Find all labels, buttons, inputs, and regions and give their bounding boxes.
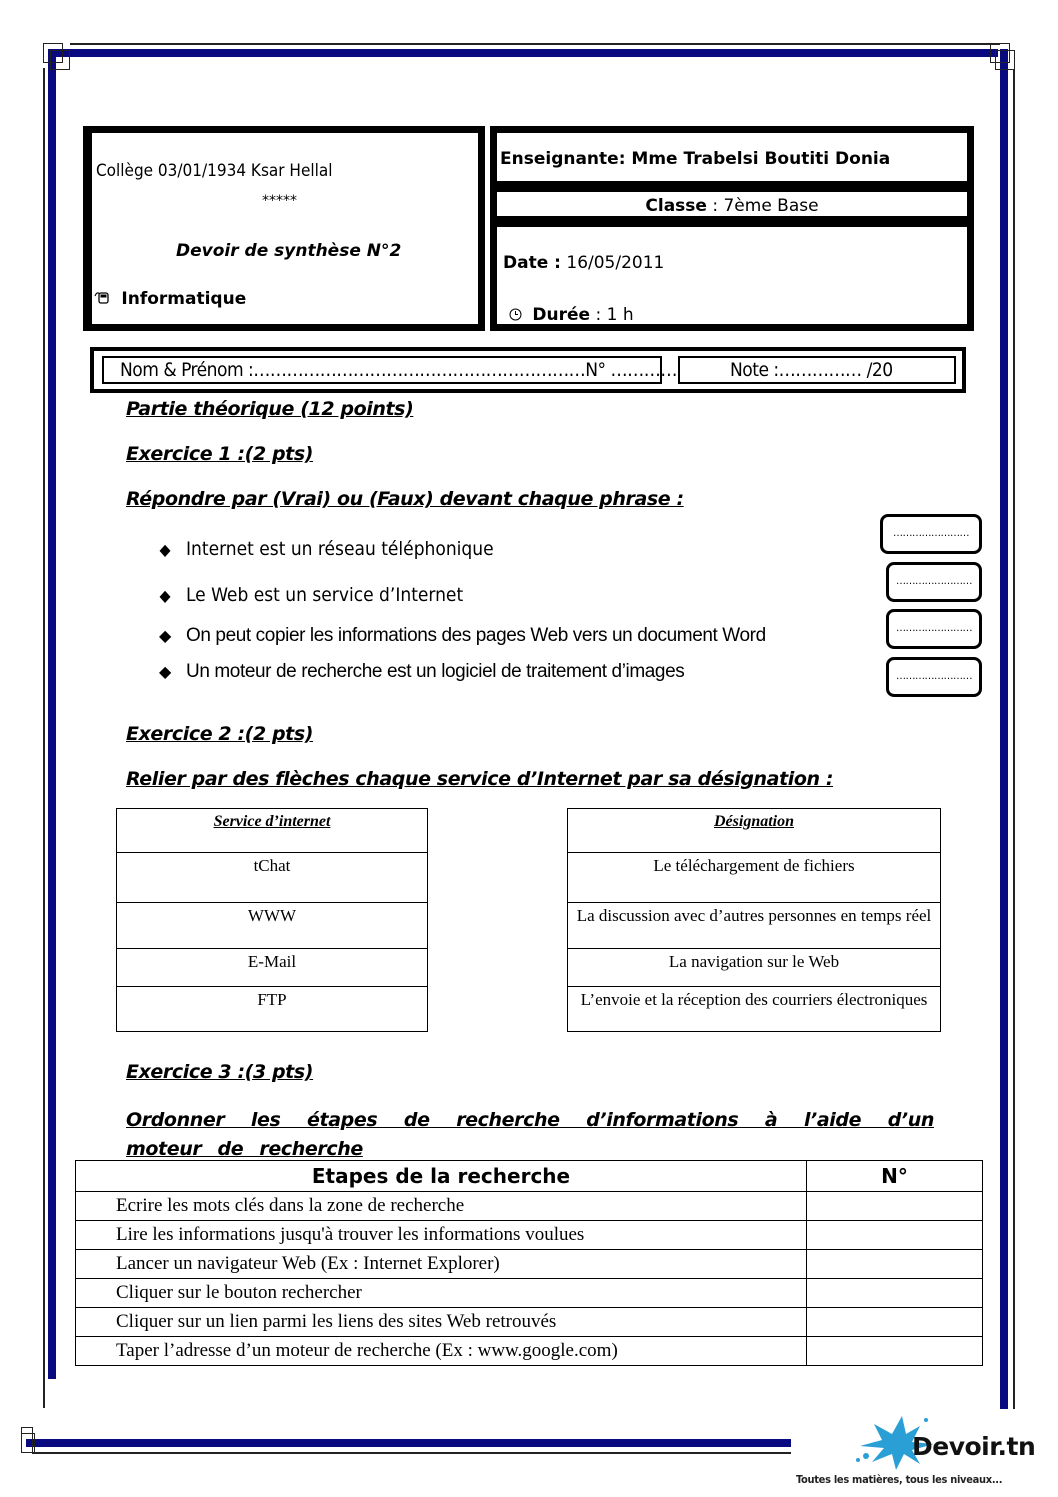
step-number-input[interactable]: [807, 1192, 983, 1221]
exercise1-statement: [158, 584, 463, 606]
corner-ornament-tr-2: [995, 50, 1015, 70]
exam-title: Devoir de synthèse N°2: [176, 241, 402, 261]
service-item[interactable]: FTP: [117, 987, 428, 1032]
duration-value: : 1 h: [590, 305, 634, 325]
date-cell: [490, 220, 974, 331]
frame-right-line: [1013, 70, 1015, 1409]
designation-item[interactable]: L’envoie et la réception des courriers électroniques: [568, 987, 941, 1032]
name-field: Nom & Prénom :……………………………………………………N° …………: [120, 359, 677, 381]
steps-table: [75, 1160, 983, 1366]
designation-item[interactable]: La discussion avec d’autres personnes en temps réel: [568, 903, 941, 949]
statement-text: On peut copier les informations des pages Web vers un document Word: [186, 625, 766, 646]
mouse-icon: [94, 290, 116, 308]
step-text: Lire les informations jusqu'à trouver les informations voulues: [76, 1221, 807, 1250]
teacher-name: Mme Trabelsi Boutiti Donia: [631, 149, 891, 169]
teacher-label: Enseignante:: [500, 149, 626, 169]
step-text: Cliquer sur le bouton rechercher: [76, 1279, 807, 1308]
subject-row: [94, 289, 246, 309]
header-school-block: [83, 126, 485, 331]
date-label: Date :: [503, 253, 561, 273]
designation-item[interactable]: La navigation sur le Web: [568, 949, 941, 987]
name-field-box[interactable]: [102, 356, 677, 384]
service-item[interactable]: WWW: [117, 903, 428, 949]
table-row: [76, 1308, 983, 1337]
clock-icon: [509, 306, 527, 326]
services-table: [116, 808, 428, 1032]
duration-row: [509, 305, 634, 326]
table-row: [76, 1192, 983, 1221]
statement-text: Le Web est un service d’Internet: [186, 584, 464, 606]
exercise2-instruction: Relier par des flèches chaque service d’Internet par sa désignation :: [126, 768, 834, 790]
step-text: Cliquer sur un lien parmi les liens des sites Web retrouvés: [76, 1308, 807, 1337]
class-row: [497, 196, 967, 216]
table-row: [76, 1250, 983, 1279]
duration-label: Durée: [532, 305, 591, 325]
subject-label: Informatique: [121, 289, 247, 309]
teacher-cell: [490, 126, 974, 188]
designation-item[interactable]: Le téléchargement de fichiers: [568, 853, 941, 903]
frame-bottom: [26, 1439, 791, 1447]
brand-name: Devoir.tn: [912, 1432, 1036, 1461]
frame-top-line: [70, 43, 1000, 45]
service-item[interactable]: tChat: [117, 853, 428, 903]
step-number-input[interactable]: [807, 1221, 983, 1250]
diamond-bullet-icon: ◆: [159, 586, 171, 605]
step-text: Taper l’adresse d’un moteur de recherche (Ex : www.google.com): [76, 1337, 807, 1366]
statement-text: Internet est un réseau téléphonique: [186, 538, 494, 560]
exercise3-instruction: Ordonner les étapes de recherche d’informations à l’aide d’un moteur de recherche: [126, 1109, 934, 1160]
exercise1-instruction: Répondre par (Vrai) ou (Faux) devant chaque phrase :: [126, 488, 684, 510]
answer-box-3[interactable]: ……………………: [886, 609, 982, 649]
exercise2-title: Exercice 2 :(2 pts): [126, 723, 314, 745]
step-number-input[interactable]: [807, 1279, 983, 1308]
class-cell: [490, 185, 974, 223]
theory-section-title: Partie théorique (12 points): [126, 398, 414, 420]
step-text: Lancer un navigateur Web (Ex : Internet Explorer): [76, 1250, 807, 1279]
corner-ornament-tl-2: [50, 50, 70, 70]
diamond-bullet-icon: ◆: [159, 540, 171, 559]
table-row: [76, 1221, 983, 1250]
services-header: Service d’internet: [117, 809, 428, 853]
class-value: : 7ème Base: [706, 196, 819, 216]
date-row: [503, 253, 664, 273]
answer-box-4[interactable]: ……………………: [886, 657, 982, 697]
step-text: Ecrire les mots clés dans la zone de recherche: [76, 1192, 807, 1221]
table-row: [76, 1337, 983, 1366]
step-number-input[interactable]: [807, 1250, 983, 1279]
exercise3-title: Exercice 3 :(3 pts): [126, 1061, 314, 1083]
class-label: Classe: [645, 196, 707, 216]
designations-header: Désignation: [568, 809, 941, 853]
exercise1-statement: [158, 625, 766, 647]
grade-field-box[interactable]: [678, 356, 956, 384]
frame-top: [48, 49, 998, 57]
date-value: 16/05/2011: [560, 253, 665, 273]
table-row: [76, 1279, 983, 1308]
designations-table: [567, 808, 941, 1032]
exercise1-statement: [158, 661, 684, 683]
service-item[interactable]: E-Mail: [117, 949, 428, 987]
grade-field: Note :…………… /20: [730, 359, 893, 381]
frame-right: [1000, 49, 1008, 1409]
school-name: Collège 03/01/1934 Ksar Hellal: [96, 161, 333, 181]
exercise1-title: Exercice 1 :(2 pts): [126, 443, 314, 465]
exercise1-statement: [158, 538, 494, 560]
teacher-row: [500, 149, 890, 169]
step-number-input[interactable]: [807, 1337, 983, 1366]
step-number-input[interactable]: [807, 1308, 983, 1337]
frame-left: [48, 49, 56, 1379]
frame-left-line: [43, 68, 45, 1408]
answer-box-1[interactable]: ……………………: [880, 514, 982, 554]
diamond-bullet-icon: ◆: [159, 628, 171, 645]
devoir-tn-logo: [790, 1412, 1058, 1497]
student-info-strip: [90, 347, 966, 393]
statement-text: Un moteur de recherche est un logiciel de traitement d’images: [186, 661, 685, 682]
diamond-bullet-icon: ◆: [159, 664, 171, 681]
brand-tagline: Toutes les matières, tous les niveaux...: [796, 1473, 1003, 1486]
stars-separator: *****: [262, 193, 297, 209]
corner-ornament-bl-2: [21, 1433, 35, 1453]
steps-column-header: Etapes de la recherche: [76, 1161, 807, 1192]
frame-bottom-line: [32, 1452, 791, 1454]
number-column-header: N°: [807, 1161, 983, 1192]
answer-box-2[interactable]: ……………………: [886, 562, 982, 602]
